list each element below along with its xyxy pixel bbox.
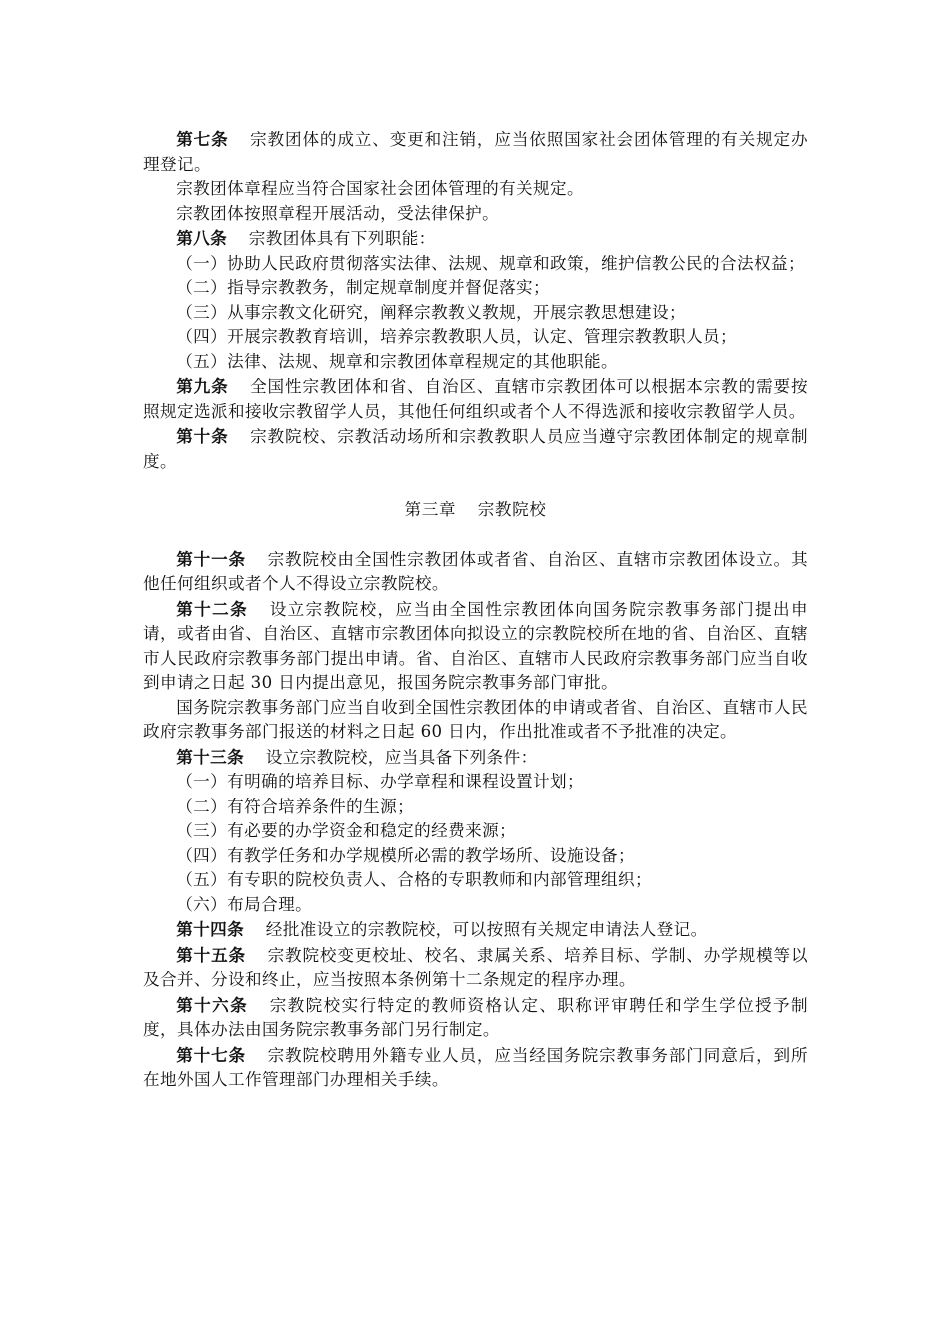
article-9 [143,374,808,424]
chapter-title: 宗教院校 [477,500,547,519]
article-13-item-2: （二）有符合培养条件的生源； [176,796,415,816]
article-15-text: 宗教院校变更校址、校名、隶属关系、培养目标、学制、办学规模等以及合并、分设和终止，应当按照本条例第十二条规定的程序办理。 [143,945,808,989]
article-8-item-3: （三）从事宗教文化研究，阐释宗教教义教规，开展宗教思想建设； [176,302,686,322]
article-7-text: 宗教团体的成立、变更和注销，应当依照国家社会团体管理的有关规定办理登记。 [143,130,808,174]
article-16-number: 第十六条 [176,994,249,1015]
article-12-text: 设立宗教院校，应当由全国性宗教团体向国务院宗教事务部门提出申请，或者由省、自治区、直辖市宗教团体向拟设立的宗教院校所在地的省、自治区、直辖市人民政府宗教事务部门提出申请。省、自治区、直辖市人民政府宗教事务部门应当自收到申请之日起 30 日内提出意见，报国务院宗教事务部门审批。 [143,599,809,692]
article-15 [143,943,808,993]
article-10-number: 第十条 [176,426,229,446]
article-8-item-2: （二）指导宗教教务，制定规章制度并督促落实； [176,278,551,297]
article-17-text: 宗教院校聘用外籍专业人员，应当经国务院宗教事务部门同意后，到所在地外国人工作管理部门办理相关手续。 [143,1045,808,1089]
article-13-item-3: （三）有必要的办学资金和稳定的经费来源； [176,821,517,840]
article-9-text: 全国性宗教团体和省、自治区、直辖市宗教团体可以根据本宗教的需要按照规定选派和接收宗教留学人员，其他任何组织或者个人不得选派和接收宗教留学人员。 [143,377,808,421]
article-7-paragraph-3: 宗教团体按照章程开展活动，受法律保护。 [176,203,500,223]
chapter-number: 第三章 [404,500,457,519]
article-14-text: 经批准设立的宗教院校，可以按照有关规定申请法人登记。 [265,920,708,939]
article-13-item-4: （四）有教学任务和办学规模所必需的教学场所、设施设备； [176,845,636,865]
article-8-item-1: （一）协助人民政府贯彻落实法律、法规、规章和政策，维护信教公民的合法权益； [176,253,805,273]
article-12 [143,597,808,696]
article-8 [143,226,808,252]
article-13-item-1: （一）有明确的培养目标、办学章程和课程设置计划； [176,772,585,791]
article-12-paragraph-2: 国务院宗教事务部门应当自收到全国性宗教团体的申请或者省、自治区、直辖市人民政府宗教事务部门报送的材料之日起 60 日内，作出批准或者不予批准的决定。 [143,697,808,741]
article-7-number: 第七条 [176,129,229,149]
article-9-number: 第九条 [176,376,229,396]
document-body [143,127,808,1093]
article-13-item-5: （五）有专职的院校负责人、合格的专职教师和内部管理组织； [176,870,653,889]
chapter-heading [143,498,808,523]
article-8-item-4: （四）开展宗教教育培训，培养宗教教职人员，认定、管理宗教教职人员； [176,327,737,346]
article-13-number: 第十三条 [176,746,245,767]
article-14-number: 第十四条 [176,919,245,939]
article-17-number: 第十七条 [176,1044,246,1065]
article-13 [143,745,808,771]
article-8-number: 第八条 [176,228,228,248]
article-14 [143,917,808,943]
article-10 [143,424,808,474]
article-16 [143,993,808,1043]
article-16-text: 宗教院校实行特定的教师资格认定、职称评审聘任和学生学位授予制度，具体办法由国务院宗教事务部门另行制定。 [143,995,809,1039]
article-11 [143,547,808,597]
article-7-paragraph-2: 宗教团体章程应当符合国家社会团体管理的有关规定。 [176,179,585,198]
article-8-item-5: （五）法律、法规、规章和宗教团体章程规定的其他职能。 [176,351,619,371]
article-11-number: 第十一条 [176,548,246,569]
article-15-number: 第十五条 [176,944,246,965]
article-8-text: 宗教团体具有下列职能： [248,229,436,248]
article-13-text: 设立宗教院校，应当具备下列条件： [265,747,538,767]
article-11-text: 宗教院校由全国性宗教团体或者省、自治区、直辖市宗教团体设立。其他任何组织或者个人不得设立宗教院校。 [143,549,808,593]
article-10-text: 宗教院校、宗教活动场所和宗教教职人员应当遵守宗教团体制定的规章制度。 [143,427,808,471]
article-13-item-6: （六）布局合理。 [176,894,313,914]
article-7 [143,127,808,177]
article-17 [143,1043,808,1093]
article-12-number: 第十二条 [176,598,249,619]
